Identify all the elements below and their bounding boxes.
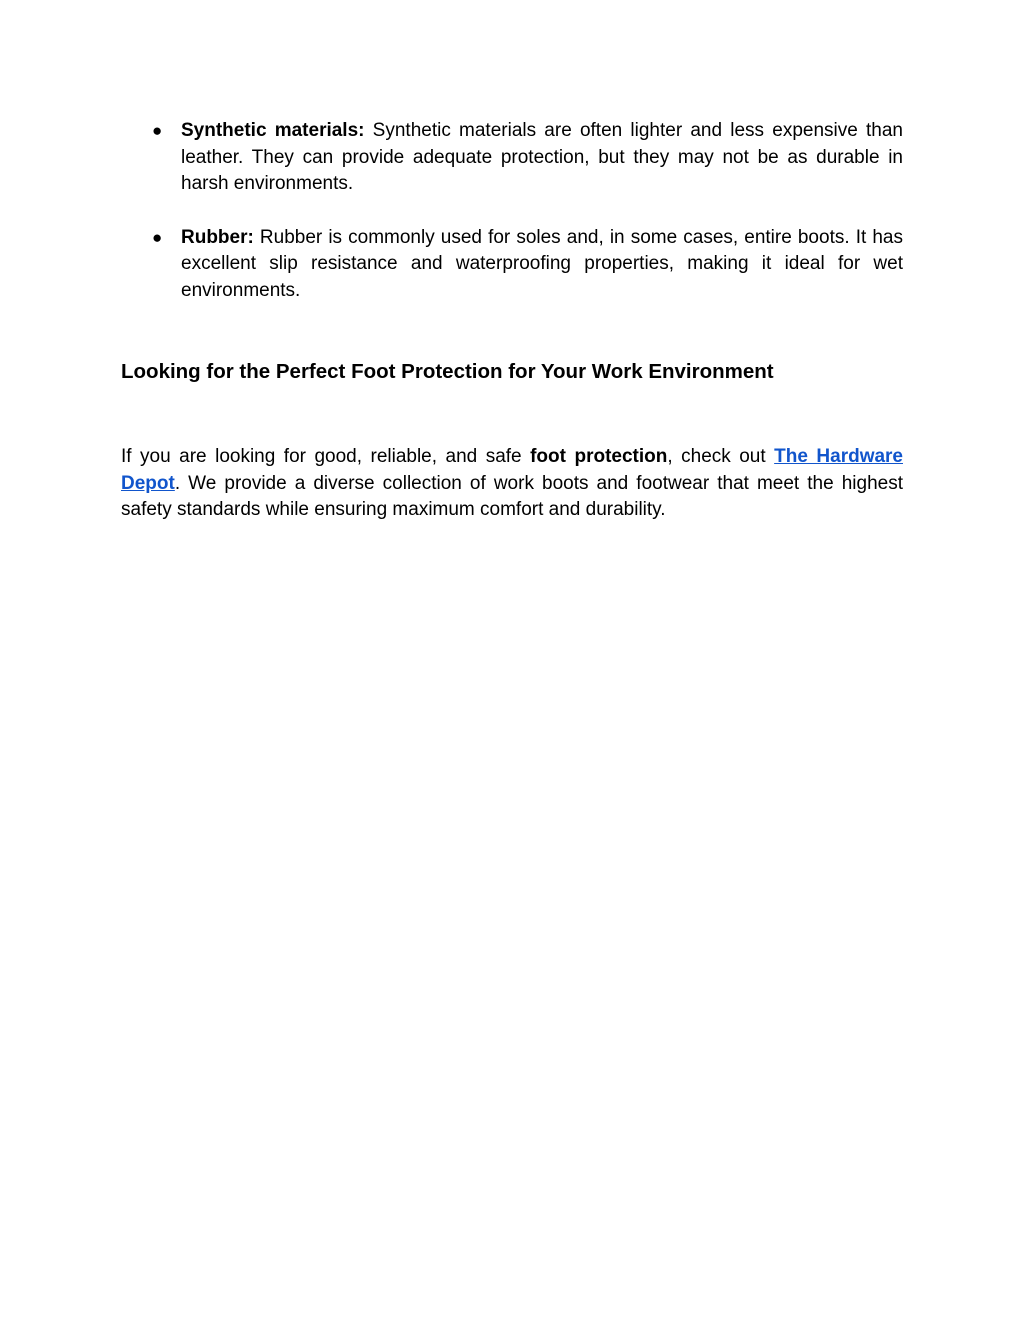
closing-paragraph (121, 444, 903, 524)
list-item-synthetic-materials (121, 118, 903, 198)
materials-bullet-list (121, 118, 903, 331)
bullet-text: Rubber is commonly used for soles and, in some cases, entire boots. It has excellent slip resistance and waterproofing properties, making it ideal for wet environments. (181, 226, 903, 301)
bullet-text: Synthetic materials are often lighter and less expensive than leather. They can provide adequate protection, but they may not be as durable in harsh environments. (181, 120, 903, 194)
bullet-title: Rubber: (181, 226, 254, 248)
paragraph-text-3: . We provide a diverse collection of work boots and footwear that meet the highest safety standards while ensuring maximum comfort and durability. (121, 472, 903, 520)
paragraph-text-1: If you are looking for good, reliable, and safe (121, 446, 531, 467)
paragraph-text-2: , check out (667, 446, 775, 467)
paragraph-bold-keyword: foot protection (530, 446, 668, 467)
bullet-icon: ● (152, 121, 163, 140)
section-heading: Looking for the Perfect Foot Protection for Your Work Environment (121, 360, 774, 383)
bullet-icon: ● (152, 227, 163, 247)
bullet-title: Synthetic materials: (181, 120, 365, 141)
hardware-depot-link[interactable]: The Hardware Depot (121, 446, 903, 494)
list-item-rubber (121, 225, 903, 305)
